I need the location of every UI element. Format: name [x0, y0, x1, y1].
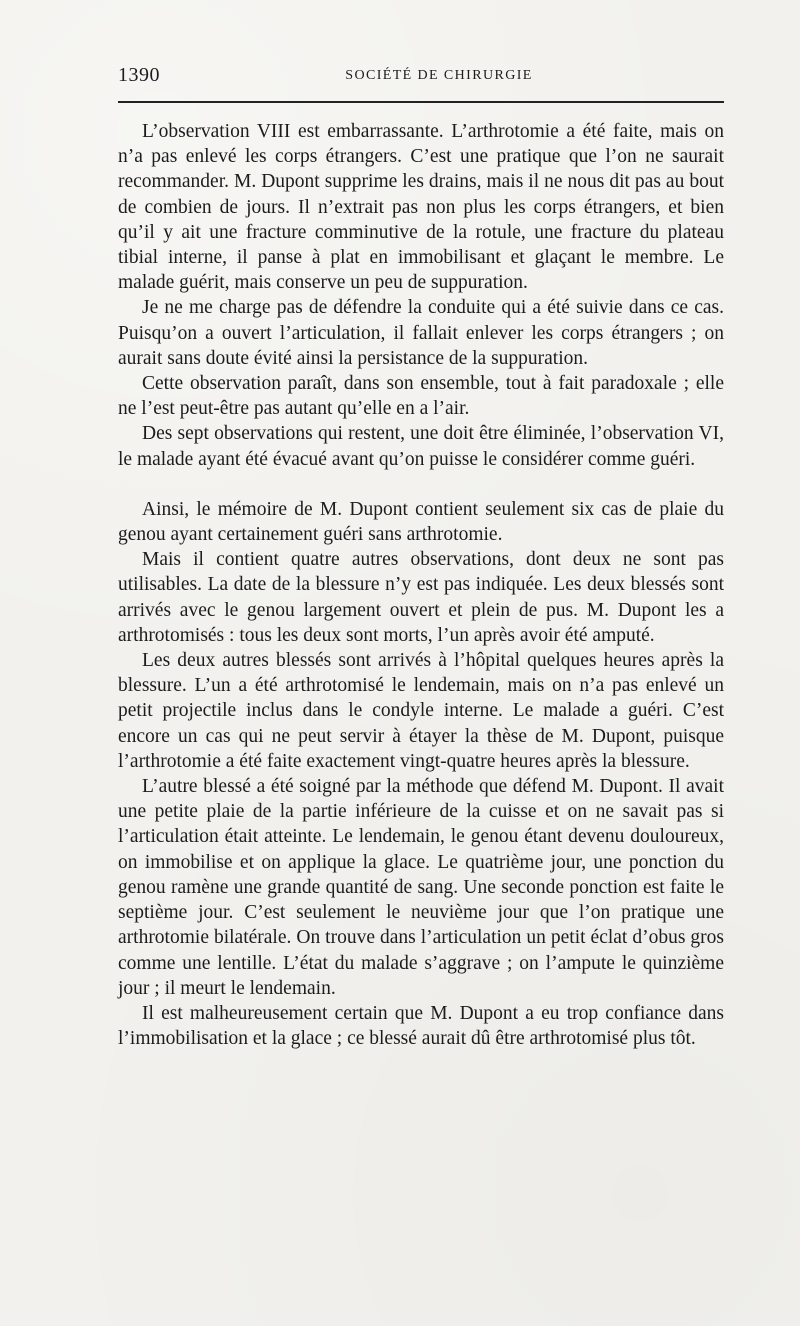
running-header: [118, 64, 724, 94]
page-number: 1390: [118, 64, 160, 86]
paragraph-6: Mais il contient quatre autres observations, dont deux ne sont pas utilisables. La date de la blessure n’y est pas indiquée. Les deux blessés sont arrivés avec le genou largement ouvert et plein de pus. M. Dupont les a arthrotomisés : tous les deux sont morts, l’un après avoir été amputé.: [118, 549, 724, 646]
paragraph-1: L’observation VIII est embarrassante. L’arthrotomie a été faite, mais on n’a pas enlevé les corps étrangers. C’est une pratique que l’on ne saurait recommander. M. Dupont supprime les drains, mais il ne nous dit pas au bout de combien de jours. Il n’extrait pas non plus les corps étrangers, et bien qu’il y ait une fracture comminutive de la rotule, une fracture du plateau tibial interne, il panse à plat en immobilisant et glaçant le membre. Le malade guérit, mais conserve un peu de suppuration.: [118, 121, 724, 294]
paragraph-9: Il est malheureusement certain que M. Dupont a eu trop confiance dans l’immobilisation et la glace ; ce blessé aurait dû être arthrotomisé plus tôt.: [118, 1002, 724, 1050]
header-rule: [118, 101, 724, 103]
paragraph-2: Je ne me charge pas de défendre la conduite qui a été suivie dans ce cas. Puisqu’on a ouvert l’articulation, il fallait enlever les corps étrangers ; on aurait sans doute évité ainsi la persistance de la suppuration.: [118, 297, 724, 369]
body-text: [118, 119, 724, 1051]
paragraph-5: Ainsi, le mémoire de M. Dupont contient seulement six cas de plaie du genou ayant certainement guéri sans arthrotomie.: [118, 498, 724, 546]
paragraph-8: L’autre blessé a été soigné par la méthode que défend M. Dupont. Il avait une petite plaie de la partie inférieure de la cuisse et on ne savait pas si l’articulation était atteinte. Le lendemain, le genou étant devenu douloureux, on immobilise et on applique la glace. Le quatrième jour, une ponction du genou ramène une grande quantité de sang. Une seconde ponction est faite le septième jour. C’est seulement le neuvième jour que l’on pratique une arthrotomie bilatérale. On trouve dans l’articulation un petit éclat d’obus gros comme une lentille. L’état du malade s’aggrave ; on l’ampute le quinzième jour ; il meurt le lendemain.: [118, 776, 724, 999]
paragraph-7: Les deux autres blessés sont arrivés à l’hôpital quelques heures après la blessure. L’un a été arthrotomisé le lendemain, mais on n’a pas enlevé un petit projectile inclus dans le condyle interne. Le malade a guéri. C’est encore un cas qui ne peut servir à étayer la thèse de M. Dupont, puisque l’arthrotomie a été faite exactement vingt-quatre heures après la blessure.: [118, 650, 724, 772]
section-gap: [118, 472, 724, 497]
paragraph-3: Cette observation paraît, dans son ensemble, tout à fait paradoxale ; elle ne l’est peut-être pas autant qu’elle en a l’air.: [118, 373, 724, 420]
running-title: SOCIÉTÉ DE CHIRURGIE: [345, 68, 533, 83]
paragraph-4: Des sept observations qui restent, une doit être éliminée, l’observation VI, le malade ayant été évacué avant qu’on puisse le considérer comme guéri.: [118, 423, 724, 470]
